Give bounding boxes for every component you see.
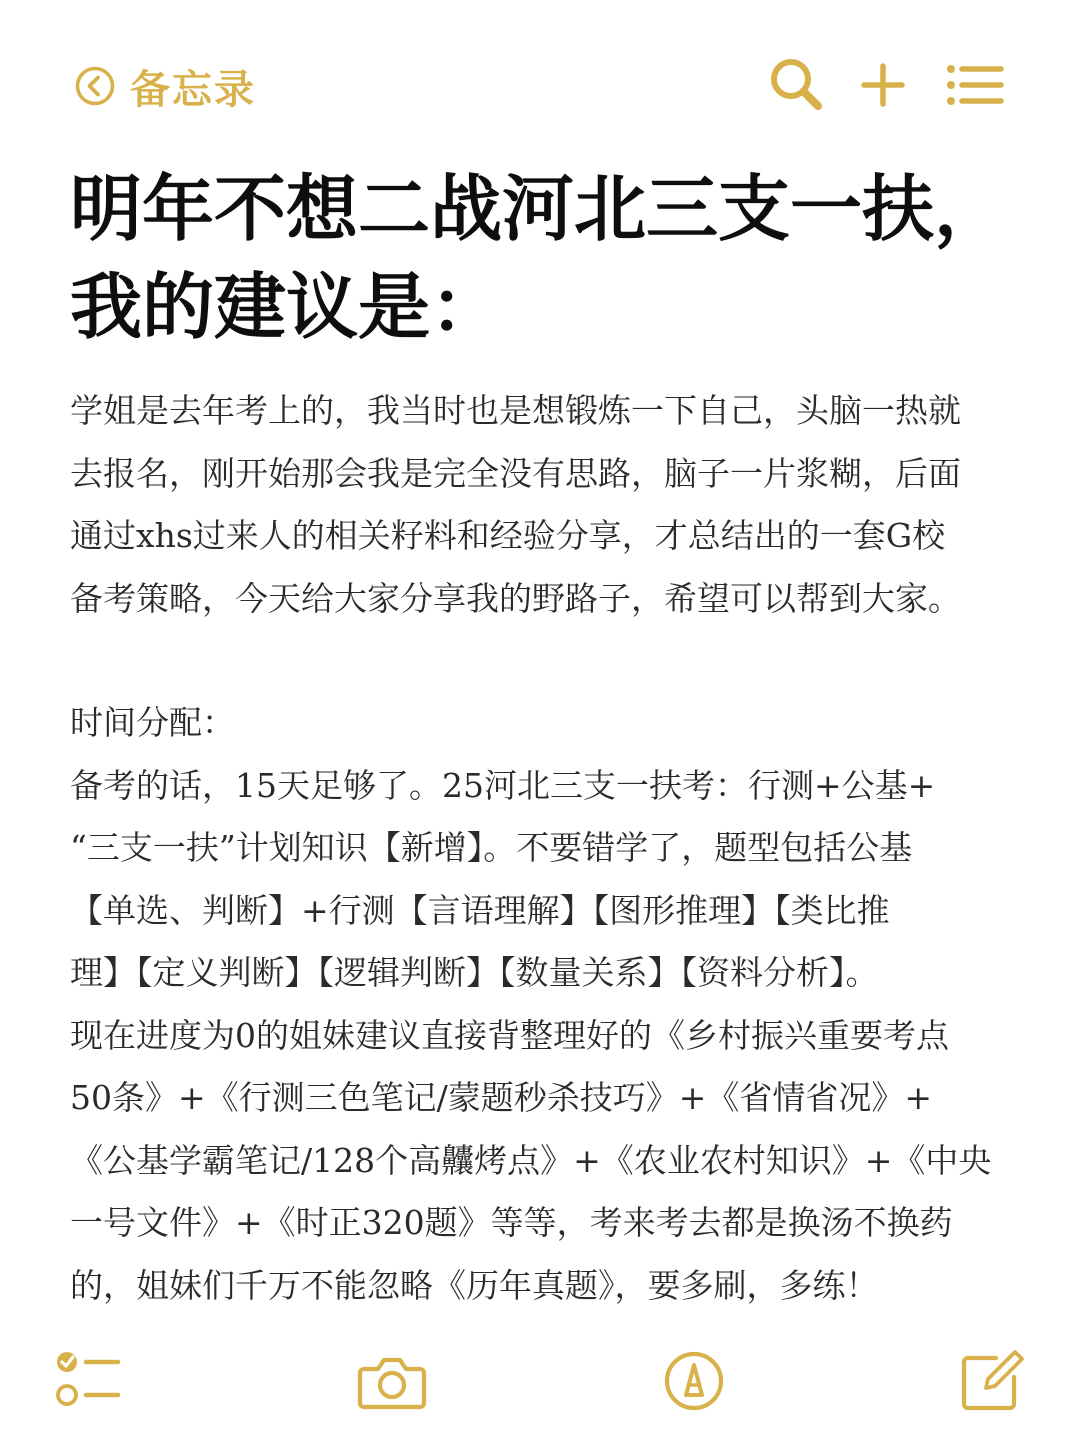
section-heading: 时间分配： bbox=[70, 703, 235, 742]
camera-icon[interactable] bbox=[356, 1345, 428, 1417]
plus-icon[interactable] bbox=[852, 54, 914, 116]
list-icon[interactable] bbox=[944, 54, 1006, 116]
markup-pen-icon[interactable] bbox=[658, 1345, 730, 1417]
top-navigation-bar bbox=[0, 0, 1080, 170]
blank-line bbox=[70, 630, 1015, 692]
note-title: 明年不想二战河北三支一扶， 我的建议是： bbox=[70, 166, 1007, 349]
search-icon[interactable] bbox=[766, 54, 828, 116]
compose-icon[interactable] bbox=[956, 1345, 1028, 1417]
intro-paragraph: 学姐是去年考上的，我当时也是想锻炼一下自己，头脑一热就 去报名，刚开始那会我是完全没有思路，脑子一片浆糊，后面 通过xhs过来人的相关籽料和经验分享，才总结出的一套G校 备考策略，今天给大家分享我的野路子，希望可以帮到大家。 bbox=[70, 391, 961, 618]
checklist-icon[interactable] bbox=[52, 1345, 124, 1417]
note-body[interactable] bbox=[70, 380, 1015, 1317]
back-button[interactable] bbox=[74, 58, 256, 114]
section-paragraph: 备考的话，15天足够了。25河北三支一扶考：行测+公基+ “三支一扶”计划知识【新增】。不要错学了，题型包括公基 【单选、判断】+行测【言语理解】【图形推理】【类比推 理】【定义判断】【逻辑判断】【数量关系】【资料分析】。 现在进度为0的姐妹建议直接背整理好的《乡村振兴重要考点 50条》+《行测三色笔记/蒙题秒杀技巧》+《省情省况》+ 《公基学霸笔记/128个高齉烤点》+《农业农村知识》+《中央 一号文件》+《时正320题》等等，考来考去都是换汤不换药 的，姐妹们千万不能忽略《历年真题》，要多刷，多练！ bbox=[70, 765, 992, 1305]
chevron-left-icon bbox=[74, 65, 116, 107]
back-label: 备忘录 bbox=[130, 66, 256, 113]
